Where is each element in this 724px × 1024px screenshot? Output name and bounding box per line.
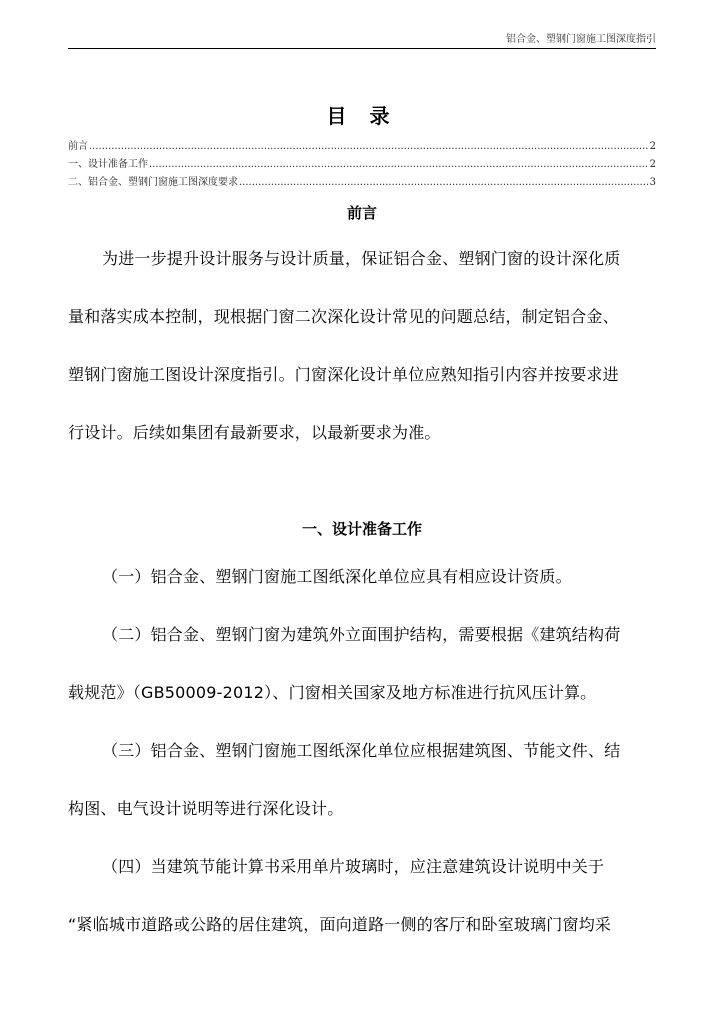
preface-line-1: 为进一步提升设计服务与设计质量，保证铝合金、塑钢门窗的设计深化质 [102,249,621,268]
toc-entry-page: 3 [649,177,656,188]
toc-entry-page: 2 [649,141,656,152]
toc-leader-dots [89,138,649,156]
table-of-contents [68,138,656,192]
item-2-line-1: （二）铝合金、塑钢门窗为建筑外立面围护结构，需要根据《建筑结构荷 [102,625,621,644]
item-3-line-1: （三）铝合金、塑钢门窗施工图纸深化单位应根据建筑图、节能文件、结 [102,741,621,760]
preface-line-3: 塑钢门窗施工图设计深度指引。门窗深化设计单位应熟知指引内容并按要求进 [68,365,619,384]
item-1-line-1: （一）铝合金、塑钢门窗施工图纸深化单位应具有相应设计资质。 [102,567,572,586]
toc-entry-label: 二、铝合金、塑钢门窗施工图深度要求 [68,177,238,188]
section-1-body [68,548,658,954]
toc-entry-label: 前言 [68,141,88,152]
section-1-heading: 一、设计准备工作 [301,520,422,538]
toc-entry-label: 一、设计准备工作 [68,159,148,170]
toc-entry-page: 2 [649,159,656,170]
toc-title: 目 录 [326,104,398,128]
toc-entry-section-1[interactable] [68,156,656,174]
toc-leader-dots [239,174,649,192]
item-4-line-2: “紧临城市道路或公路的居住建筑，面向道路一侧的客厅和卧室玻璃门窗均采 [68,915,612,934]
preface-line-4: 行设计。后续如集团有最新要求，以最新要求为准。 [68,423,441,442]
preface-heading: 前言 [346,204,377,222]
running-header [68,32,656,49]
toc-leader-dots [149,156,649,174]
preface-paragraph [68,230,658,462]
toc-entry-preface[interactable] [68,138,656,156]
preface-line-2: 量和落实成本控制，现根据门窗二次深化设计常见的问题总结，制定铝合金、 [68,307,619,326]
item-2-line-2: 载规范》（GB50009-2012）、门窗相关国家及地方标准进行抗风压计算。 [68,683,597,702]
item-4-line-1: （四）当建筑节能计算书采用单片玻璃时，应注意建筑设计说明中关于 [102,857,605,876]
item-3-line-2: 构图、电气设计说明等进行深化设计。 [68,799,344,818]
toc-entry-section-2[interactable] [68,174,656,192]
running-header-title: 铝合金、塑钢门窗施工图深度指引 [506,34,656,45]
